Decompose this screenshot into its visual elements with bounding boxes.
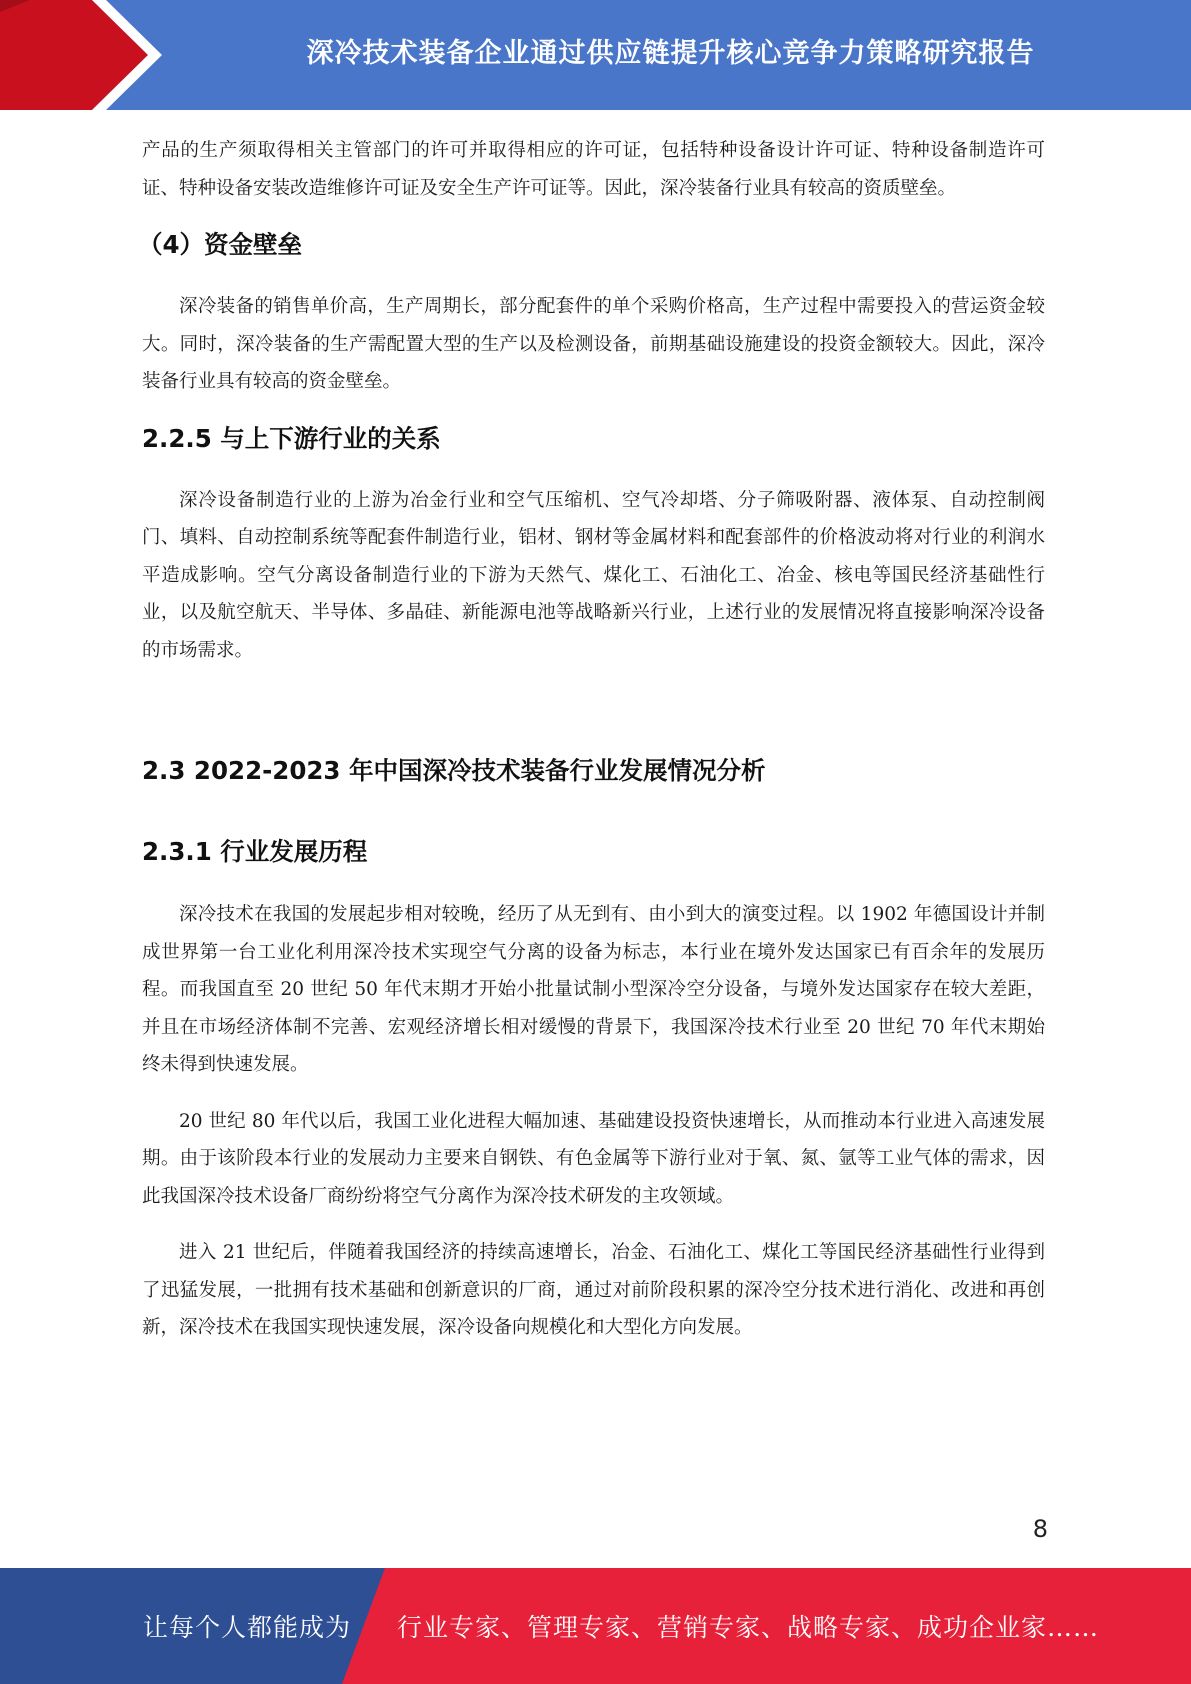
heading-2-2-5: 2.2.5 与上下游行业的关系 — [142, 423, 441, 453]
page-number: 8 — [1032, 1515, 1048, 1543]
heading-2-3: 2.3 2022-2023 年中国深冷技术装备行业发展情况分析 — [142, 756, 766, 785]
paragraph-history-2: 20 世纪 80 年代以后，我国工业化进程大幅加速、基础建设投资快速增长，从而推动本行业进入高速发展期。由于该阶段本行业的发展动力主要来自钢铁、有色金属等下游行业对于氧、氮、氩等工业气体的需求，因此我国深冷技术设备厂商纷纷将空气分离作为深冷技术研发的主攻领域。 — [142, 1110, 1045, 1207]
footer-slogan-right: 行业专家、管理专家、营销专家、战略专家、成功企业家…… — [397, 1613, 1100, 1642]
heading-capital-barrier: （4）资金壁垒 — [138, 230, 303, 259]
page-footer — [0, 1568, 1191, 1684]
header-arrow-red — [0, 0, 148, 110]
page-header — [0, 0, 1191, 110]
paragraph-history-1: 深冷技术在我国的发展起步相对较晚，经历了从无到有、由小到大的演变过程。以 1902 年德国设计并制成世界第一台工业化利用深冷技术实现空气分离的设备为标志，本行业在境外发达国家已有百余年的发展历程。而我国直至 20 世纪 50 年代末期才开始小批量试制小型深冷空分设备，与境外发达国家存在较大差距，并且在市场经济体制不完善、宏观经济增长相对缓慢的背景下，我国深冷技术行业至 20 世纪 70 年代末期始终未得到快速发展。 — [142, 904, 1045, 1075]
footer-slogan-left: 让每个人都能成为 — [143, 1613, 352, 1642]
paragraph-upstream-downstream: 深冷设备制造行业的上游为冶金行业和空气压缩机、空气冷却塔、分子筛吸附器、液体泵、自动控制阀门、填料、自动控制系统等配套件制造行业，铝材、钢材等金属材料和配套部件的价格波动将对行业的利润水平造成影响。空气分离设备制造行业的下游为天然气、煤化工、石油化工、冶金、核电等国民经济基础性行业，以及航空航天、半导体、多晶硅、新能源电池等战略新兴行业，上述行业的发展情况将直接影响深冷设备的市场需求。 — [142, 489, 1045, 661]
paragraph-history-3: 进入 21 世纪后，伴随着我国经济的持续高速增长，冶金、石油化工、煤化工等国民经济基础性行业得到了迅猛发展，一批拥有技术基础和创新意识的厂商，通过对前阶段积累的深冷空分技术进行消化、改进和再创新，深冷技术在我国实现快速发展，深冷设备向规模化和大型化方向发展。 — [142, 1242, 1045, 1338]
heading-2-3-1: 2.3.1 行业发展历程 — [142, 837, 368, 866]
paragraph-capital-barrier: 深冷装备的销售单价高，生产周期长，部分配套件的单个采购价格高，生产过程中需要投入的营运资金较大。同时，深冷装备的生产需配置大型的生产以及检测设备，前期基础设施建设的投资金额较大。因此，深冷装备行业具有较高的资金壁垒。 — [142, 296, 1045, 392]
paragraph-qualification-barrier: 产品的生产须取得相关主管部门的许可并取得相应的许可证，包括特种设备设计许可证、特种设备制造许可证、特种设备安装改造维修许可证及安全生产许可证等。因此，深冷装备行业具有较高的资质壁垒。 — [142, 140, 1045, 199]
document-body — [138, 130, 1045, 1347]
header-title: 深冷技术装备企业通过供应链提升核心竞争力策略研究报告 — [306, 37, 1035, 69]
